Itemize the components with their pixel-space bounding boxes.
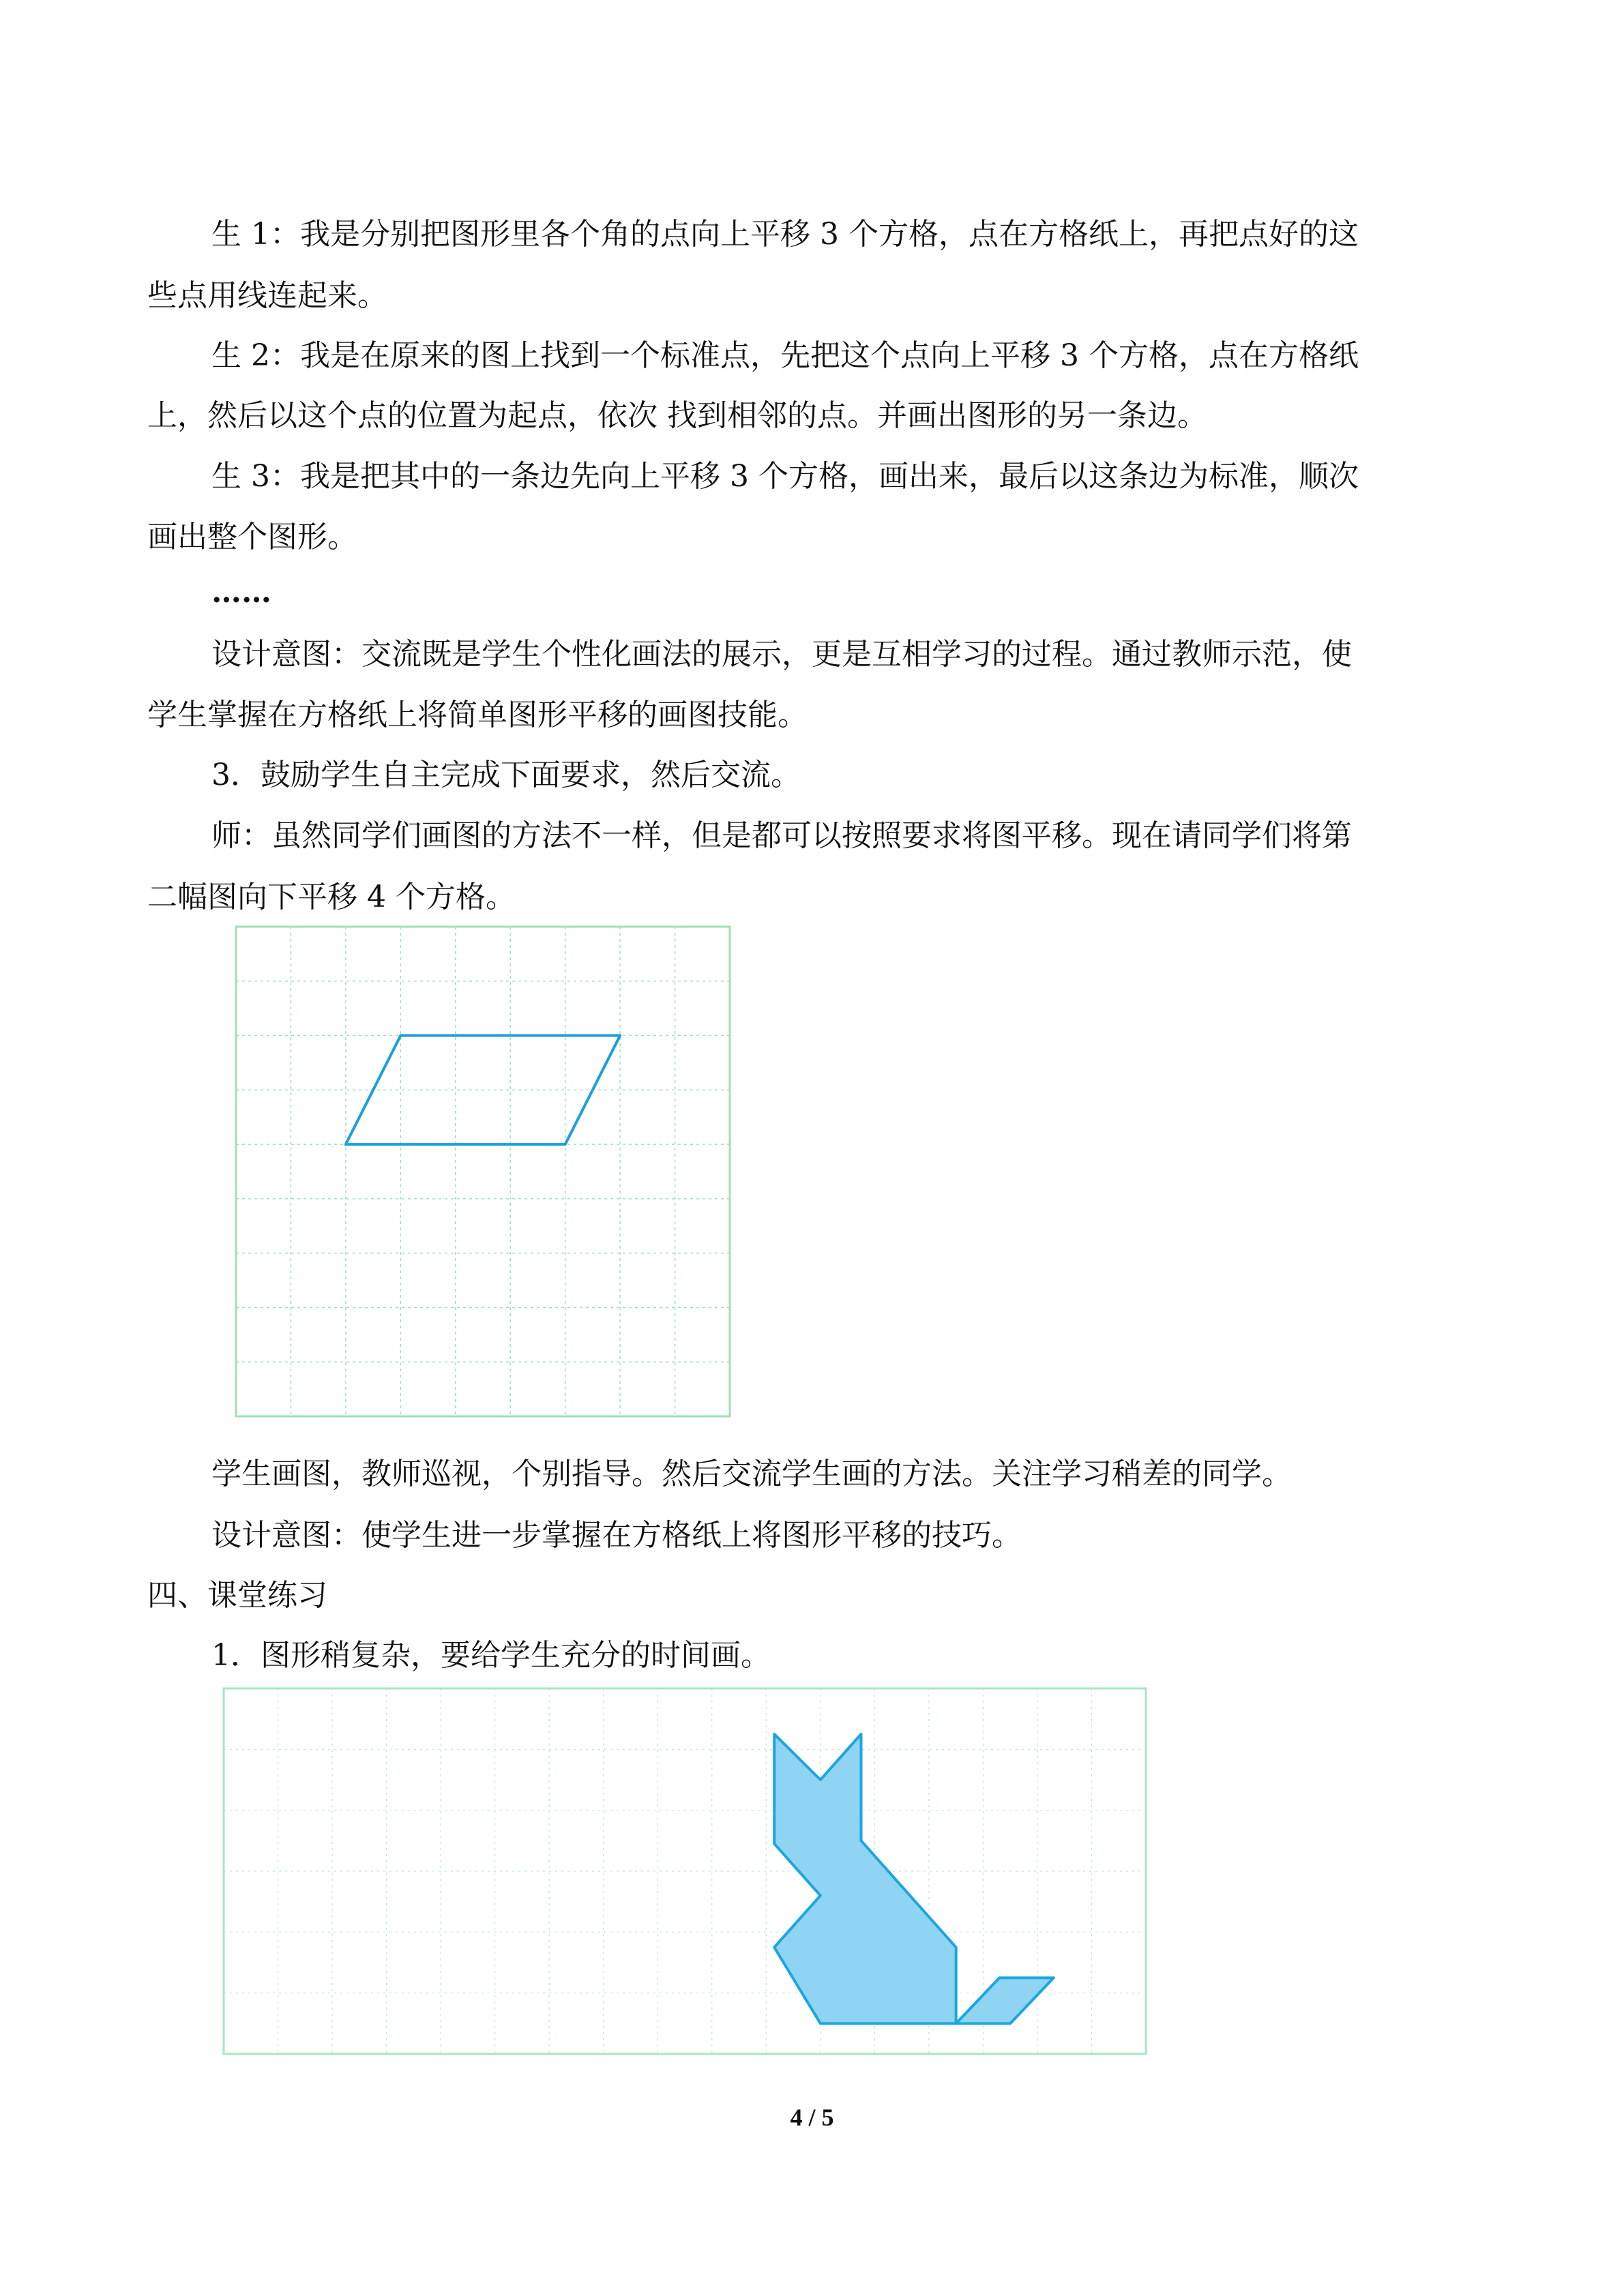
student-2-line-2: 上，然后以这个点的位置为起点，依次 找到相邻的点。并画出图形的另一条边。 bbox=[147, 398, 1207, 433]
grid-paper-1 bbox=[235, 925, 731, 1418]
page-number: 4 / 5 bbox=[790, 2104, 834, 2131]
parallelogram-grid-figure bbox=[235, 925, 731, 1418]
student-3-line-1: 生 3：我是把其中的一条边先向上平移 3 个方格，画出来，最后以这条边为标准，顺次 bbox=[211, 459, 1359, 494]
grid-paper-2 bbox=[222, 1687, 1147, 2055]
design-intent-1-line-1: 设计意图：交流既是学生个性化画法的展示，更是互相学习的过程。通过教师示范，使 bbox=[211, 637, 1352, 672]
teacher-line-2: 二幅图向下平移 4 个方格。 bbox=[147, 880, 516, 914]
grid-border bbox=[236, 927, 730, 1416]
student-1-line-1: 生 1：我是分别把图形里各个角的点向上平移 3 个方格，点在方格纸上，再把点好的这 bbox=[211, 217, 1359, 252]
student-1-line-2: 些点用线连起来。 bbox=[147, 278, 387, 313]
exercise-1-line: 1．图形稍复杂，要给学生充分的时间画。 bbox=[211, 1638, 771, 1673]
cat-tail-shape bbox=[956, 1978, 1054, 2023]
ellipsis: …… bbox=[211, 575, 271, 610]
design-intent-1-line-2: 学生掌握在方格纸上将简单图形平移的画图技能。 bbox=[147, 698, 808, 732]
teacher-line-1: 师：虽然同学们画图的方法不一样，但是都可以按照要求将图平移。现在请同学们将第 bbox=[211, 818, 1352, 853]
design-intent-2: 设计意图：使学生进一步掌握在方格纸上将图形平移的技巧。 bbox=[211, 1518, 1022, 1553]
students-draw-line: 学生画图，教师巡视，个别指导。然后交流学生画的方法。关注学习稍差的同学。 bbox=[211, 1457, 1292, 1491]
cat-grid-figure bbox=[222, 1687, 1147, 2055]
step-3-instruction: 3．鼓励学生自主完成下面要求，然后交流。 bbox=[211, 758, 801, 792]
section-4-heading: 四、课堂练习 bbox=[147, 1578, 327, 1613]
student-2-line-1: 生 2：我是在原来的图上找到一个标准点，先把这个点向上平移 3 个方格，点在方格纸 bbox=[211, 338, 1359, 373]
student-3-line-2: 画出整个图形。 bbox=[147, 520, 357, 554]
